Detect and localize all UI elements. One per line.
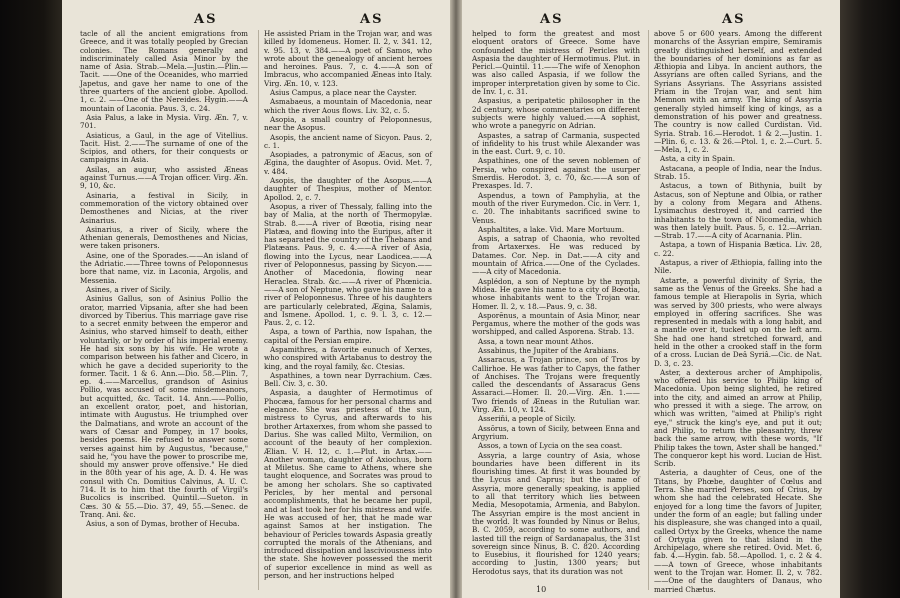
page-number: 10: [536, 585, 547, 594]
dictionary-entry: Asinarius, a river of Sicily, where the Athenian generals, Demosthenes and Nicias, were taken prisoners.: [80, 224, 248, 251]
dictionary-entry: Asopis, the daughter of the Asopus.——A daughter of Thespius, mother of Mentor. Apollod. 2, c. 7.: [264, 176, 432, 202]
dictionary-entry: Asta, a city in Spain.: [660, 154, 735, 164]
left-page-column-1: [80, 30, 248, 530]
dictionary-entry: Assa, a town near mount Athos.: [478, 336, 594, 346]
column-rule: [648, 30, 649, 590]
dictionary-entry: Asilas, an augur, who assisted Æneas against Turnus.——A Trojan officer. Virg. Æn. 9, 10, &c.: [80, 164, 248, 191]
dictionary-entry: Assyria, a large country of Asia, whose boundaries have been different in its flourishing times. At first it was bounded by the Lycus and Caprus; but the name of Assyria, more generally speaking, is applied to all that territory which lies between Media, Mesopotamia, Armenia, and Babylon. The Assyrian empire is the most ancient in the world. It was founded by Ninus or Belus, B. C. 2059, according to some authors, and lasted till the reign of Sardanapalus, the 31st sovereign since Ninus, B. C. 820. According to Eusebius, it flourished for 1240 years; according to Justin, 1300 years; but Herodotus says, that its duration was not: [472, 450, 640, 576]
dictionary-entry: Astacus, a town of Bithynia, built by Astacus, son of Neptune and Olbia, or rather by a colony from Megara and Athens. Lysimachus destroyed it, and carried the inhabitants to the town of Nicomedia, which was then lately built. Paus. 5, c. 12.—Arrian.—Strab. 17.——A city of Acarnania. Plin.: [654, 181, 822, 241]
left-page: [62, 0, 450, 598]
dictionary-entry: Asines, a river of Sicily.: [86, 284, 172, 294]
dictionary-entry: Asphaltites, a lake. Vid. Mare Mortuum.: [478, 224, 625, 234]
dictionary-entry: Asinaria, a festival in Sicily, in commemoration of the victory obtained over Demosthenes and Nicias, at the river Asinarius.: [80, 190, 248, 225]
book-spine: [450, 0, 462, 598]
dictionary-entry: tacle of all the ancient emigrations from Greece, and it was totally peopled by Grecian colonies. The Romans generally and indiscriminately called Asia Minor by the name of Asia. Strab.—Mela.—Justin.—Plin.—Tacit. ——One of the Oceanides, who married Japetus, and gave her name to one of the three quarters of the ancient globe. Apollod. 1, c. 2. ——One of the Nereides. Hygin.——A mountain of Laconia. Paus. 3, c. 24.: [80, 29, 248, 113]
dictionary-entry: Asopia, a small country of Peloponnesus, near the Asopus.: [264, 114, 432, 133]
dictionary-entry: Asius Campus, a place near the Cayster.: [270, 88, 417, 98]
dictionary-entry: Assabinus, the Jupiter of the Arabians.: [478, 345, 619, 355]
right-page-column-1: [472, 30, 640, 577]
dictionary-entry: Aspis, a satrap of Chaonia, who revolted from Artaxerxes. He was reduced by Datames. Cor. Nep. in Dat.——A city and mountain of Africa.——One of the Cyclades.——A city of Macedonia.: [472, 234, 640, 277]
right-header-left: AS: [540, 12, 564, 27]
book-right-edge: [840, 0, 900, 598]
dictionary-entry: Aspamithres, a favorite eunuch of Xerxes, who conspired with Artabanus to destroy the king, and the royal family, &c. Ctesias.: [264, 344, 432, 371]
dictionary-entry: Assaracus, a Trojan prince, son of Tros by Callirhoe. He was father to Capys, the father of Anchises. The Trojans were frequently called the descendants of Assaracus Gens Assaraci.—Homer. Il. 20.—Virg. Æn. 1.——Two friends of Æneas in the Rutulian war. Virg. Æn. 10, v. 124.: [472, 355, 640, 415]
left-page-header: [62, 12, 450, 28]
right-page-header: [462, 12, 840, 28]
dictionary-entry: Asopus, a river of Thessaly, falling into the bay of Malia, at the north of Thermopylæ. Strab. 8.——A river of Bœotia, rising near Platæa, and flowing into the Euripus, after it has separated the country of the Thebans and Platæans. Paus. 9, c. 4.——A river of Asia, flowing into the Lycus, near Laodicea.——A river of Peloponnesus, passing by Sicyon.——Another of Macedonia, flowing near Heraclea. Strab. &c.——A river of Phœnicia.——A son of Neptune, who gave his name to a river of Peloponnesus. Three of his daughters are particularly celebrated, Ægina, Salamis, and Ismene. Apollod. 1, c. 9. l. 3, c. 12.—Paus. 2, c. 12.: [264, 201, 432, 328]
dictionary-entry: Aspa, a town of Parthia, now Ispahan, the capital of the Persian empire.: [264, 327, 432, 345]
dictionary-entry: helped to form the greatest and most eloquent orators of Greece. Some have confounded the mistress of Pericles with Aspasia the daughter of Hermotimus. Plut. in Pericl.—Quintil. 11.——The wife of Xenophon was also called Aspasia, if we follow the improper interpretation given by some to Cic. de Inv. 1, c. 31.: [472, 29, 640, 97]
left-page-column-2: [264, 30, 432, 581]
column-rule: [258, 30, 259, 590]
dictionary-entry: Asinius Gallus, son of Asinius Pollio the orator, married Vipsania, after she had been divorced by Tiberius. This marriage gave rise to a secret enmity between the emperor and Asinius, who starved himself to death, either voluntarily, or by order of his imperial enemy. He had six sons by his wife. He wrote a comparison between his father and Cicero, in which he gave a decided superiority to the former. Tacit. 1 & 6. Ann.—Dio. 58.—Plin. 7, ep. 4.——Marcellus, grandson of Asinius Pollio, was accused of some misdemeanors, but acquitted, &c. Tacit. 14. Ann.——Pollio, an excellent orator, poet, and historian, intimate with Augustus. He triumphed over the Dalmatians, and wrote an account of the wars of Cæsar and Pompey, in 17 books, besides poems. He refused to answer some verses against him by Augustus, "because," said he, "you have the power to proscribe me, should my answer prove offensive." He died in the 80th year of his age, A. D. 4. He was consul with Cn. Domitius Calvinus, A. U. C. 714. It is to him that the fourth of Virgil's Bucolics is inscribed. Quintil.—Sueton. in Cæs. 30 & 55.—Dio. 37, 49, 55.—Senec. de Tranq. Ani. &c.: [80, 294, 248, 519]
dictionary-entry: Asopis, the ancient name of Sicyon. Paus. 2, c. 1.: [264, 132, 432, 150]
dictionary-entry: Assōrus, a town of Sicily, between Enna and Argyrium.: [472, 423, 640, 441]
dictionary-entry: Asia Palus, a lake in Mysia. Virg. Æn. 7, v. 701.: [80, 112, 248, 131]
dictionary-entry: Asine, one of the Sporades.——An island of the Adriatic.——Three towns of Peloponnesus bore that name, viz. in Laconia, Argolis, and Messenia.: [80, 250, 248, 285]
dictionary-entry: Astapa, a town of Hispania Bætica. Liv. 28, c. 22.: [654, 240, 822, 258]
left-header-right: AS: [360, 12, 384, 27]
left-header-left: AS: [194, 12, 218, 27]
dictionary-entry: Asporēnus, a mountain of Asia Minor, near Pergamus, where the mother of the gods was worshipped, and called Asporena. Strab. 13.: [472, 310, 640, 337]
dictionary-entry: Asteria, a daughter of Ceus, one of the Titans, by Phœbe, daughter of Cœlus and Terra. She married Perses, son of Crius, by whom she had the celebrated Hecate. She enjoyed for a long time the favors of Jupiter, under the form of an eagle; but falling under his displeasure, she was changed into a quail, called Ortyx by the Greeks, whence the name of Ortygia given to that island in the Archipelago, where she retired. Ovid. Met. 6, fab. 4.—Hygin. fab. 58.—Apollod. 1, c. 2 & 4.——A town of Greece, whose inhabitants went to the Trojan war. Homer. Il. 2, v. 782.——One of the daughters of Danaus, who married Chætus.: [654, 468, 822, 594]
dictionary-entry: Asiaticus, a Gaul, in the age of Vitellius. Tacit. Hist. 2.——The surname of one of the Scipios, and others, for their conquests or campaigns in Asia.: [80, 130, 248, 165]
dictionary-entry: Assos, a town of Lycia on the sea coast.: [478, 441, 623, 451]
dictionary-entry: Aspasia, a daughter of Hermotimus of Phocæa, famous for her personal charms and elegance. She was priestess of the sun, mistress to Cyrus, and afterwards to his brother Artaxerxes, from whom she passed to Darius. She was called Milto, Vermilion, on account of the beauty of her complexion. Ælian. V. H. 12, c. 1.—Plut. in Artax.——Another woman, daughter of Axiochus, born at Miletus. She came to Athens, where she taught eloquence, and Socrates was proud to be among her scholars. She so captivated Pericles, by her mental and personal accomplishments, that he became her pupil, and at last took her for his mistress and wife. He was accused of her, that he made war against Samos at her instigation. The behaviour of Pericles towards Aspasia greatly corrupted the morals of the Athenians, and introduced dissipation and lasciviousness into the state. She however possessed the merit of superior excellence in mind as well as person, and her instructions helped: [264, 388, 432, 580]
dictionary-entry: Asseriňi, a people of Sicily.: [478, 414, 576, 424]
dictionary-entry: Asopiades, a patronymic of Æacus, son of Ægina, the daughter of Asopus. Ovid. Met. 7, v. 484.: [264, 150, 432, 176]
book-left-edge: [0, 0, 62, 598]
dictionary-entry: Aspathines, a town near Dyrrachium. Cæs. Bell. Civ. 3, c. 30.: [264, 370, 432, 389]
right-header-right: AS: [722, 12, 746, 27]
dictionary-entry: Asius, a son of Dymas, brother of Hecuba.: [86, 519, 240, 529]
dictionary-entry: Aspathines, one of the seven noblemen of Persia, who conspired against the usurper Smerdis. Herodot. 3, c. 70, &c.——A son of Prexaspes. Id. 7.: [472, 156, 640, 191]
right-page-column-2: [654, 30, 822, 595]
dictionary-entry: Astapus, a river of Æthiopia, falling into the Nile.: [654, 258, 822, 276]
right-page: [462, 0, 840, 598]
dictionary-entry: Aspasius, a peripatetic philosopher in the 2d century, whose commentaries on different subjects were highly valued.——A sophist, who wrote a panegyric on Adrian.: [472, 96, 640, 131]
dictionary-entry: Aster, a dexterous archer of Amphipolis, who offered his service to Philip king of Macedonia. Upon being slighted, he retired into the city, and aimed an arrow at Philip, who pressed it with a siege. The arrow, on which was written, "aimed at Philip's right eye," struck the king's eye, and put it out; and Philip, to return the pleasantry, threw back the same arrow, with these words, "If Philip takes the town, Aster shall be hanged." The conqueror kept his word. Lucian de Hist. Scrib.: [654, 367, 822, 469]
dictionary-entry: above 5 or 600 years. Among the different monarchs of the Assyrian empire, Semiramis greatly distinguished herself, and extended the boundaries of her dominions as far as Æthiopia and Libya. In ancient authors, the Assyrians are often called Syrians, and the Syrians Assyrians. The Assyrians assisted Priam in the Trojan war, and sent him Memnon with an army. The king of Assyria generally styled himself king of kings, as a demonstration of his power and greatness. The country is now called Curdistan. Vid. Syria. Strab. 16.—Herodot. 1 & 2.—Justin. 1.—Plin. 6, c. 13. & 26.—Ptol. 1, c. 2.—Curt. 5.—Mela, 1, c. 2.: [654, 29, 822, 155]
dictionary-entry: Astarte, a powerful divinity of Syria, the same as the Venus of the Greeks. She had a famous temple at Hierapolis in Syria, which was served by 300 priests, who were always employed in offering sacrifices. She was represented in medals with a long habit, and a mantle over it, tucked up on the left arm. She had one hand stretched forward, and held in the other a crooked staff in the form of a cross. Lucian de Deâ Syriâ.—Cic. de Nat. D. 3, c. 23.: [654, 275, 822, 368]
dictionary-entry: Asmabaeus, a mountain of Macedonia, near which the river Aous flows. Liv. 32, c. 5.: [264, 97, 432, 115]
dictionary-entry: Aspendus, a town of Pamphylia, at the mouth of the river Eurymedon. Cic. in Verr. 1, c. 20. The inhabitants sacrificed swine to Venus.: [472, 190, 640, 225]
dictionary-entry: He assisted Priam in the Trojan war, and was killed by Idomeneus. Homer. Il. 2, v. 341. 12, v. 95. 13, v. 384.——A poet of Samos, who wrote about the genealogy of ancient heroes and heroines. Paus. 7, c. 4.——A son of Imbracus, who accompanied Æneas into Italy. Virg. Æn. 10, v. 123.: [264, 29, 432, 88]
dictionary-entry: Asplédon, a son of Neptune by the nymph Midea. He gave his name to a city of Bœotia, whose inhabitants went to the Trojan war. Homer. Il. 2, v. 18.—Paus. 9, c. 38.: [472, 276, 640, 311]
dictionary-entry: Astacana, a people of India, near the Indus. Strab. 15.: [654, 163, 822, 182]
dictionary-entry: Aspastes, a satrap of Carmania, suspected of infidelity to his trust while Alexander was in the east. Curt. 9, c. 10.: [472, 130, 640, 157]
